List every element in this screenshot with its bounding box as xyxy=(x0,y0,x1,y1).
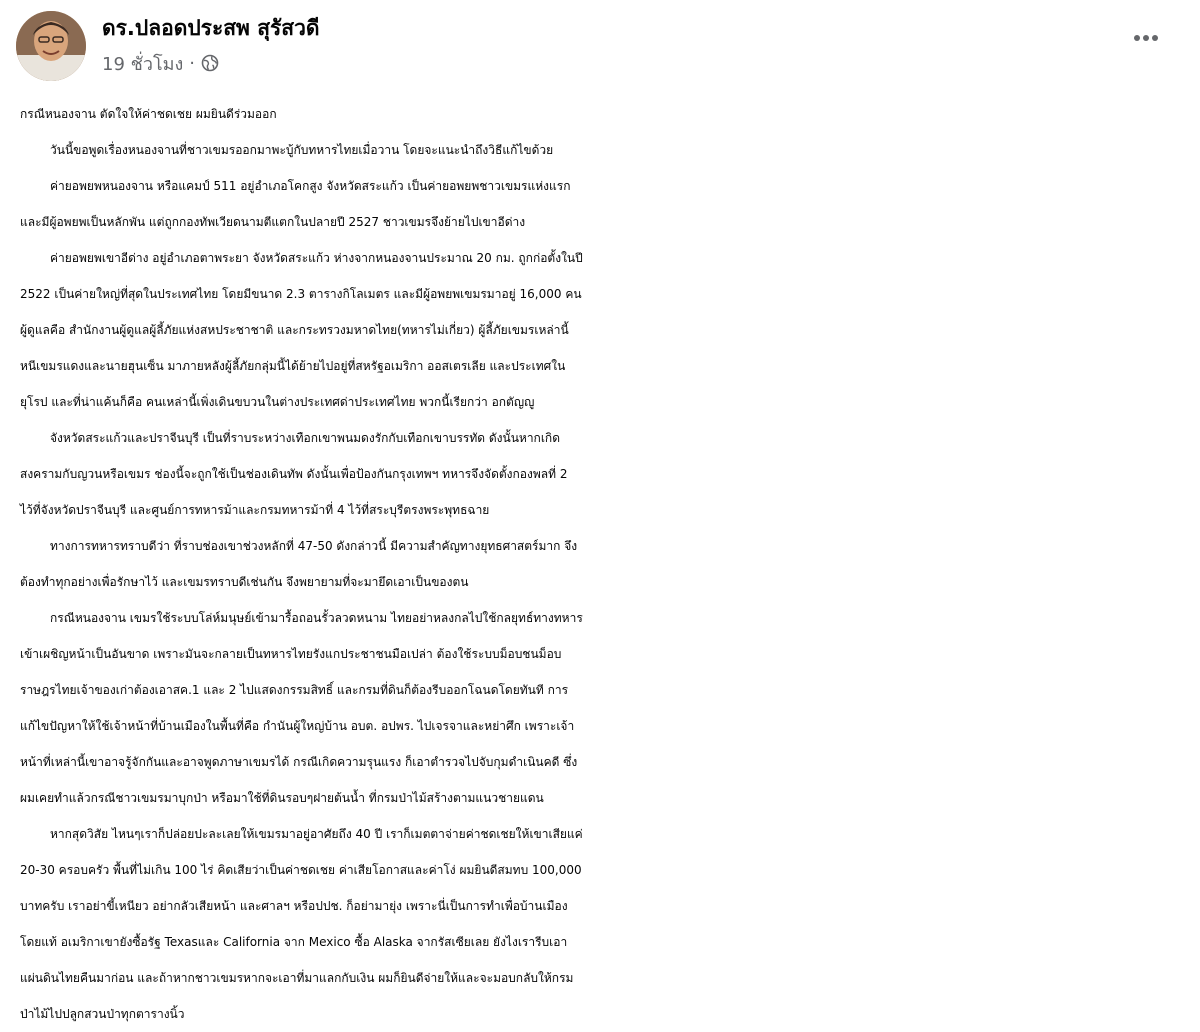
post-text-line: กรณีหนองจาน ตัดใจให้ค่าชดเชย ผมยินดีร่วมออก xyxy=(20,107,277,121)
post-text-line: ไว้ที่จังหวัดปราจีนบุรี และศูนย์การทหารม้าและกรมทหารม้าที่ 4 ไว้ที่สระบุรีตรงพระพุทธฉาย xyxy=(20,503,490,517)
more-options-button[interactable] xyxy=(1126,18,1166,58)
post-text-line: สงครามกับญวนหรือเขมร ช่องนี้จะถูกใช้เป็นช่องเดินทัพ ดังนั้นเพื่อป้องกันกรุงเทพฯ ทหารจึงจัดตั้งกองพลที่ 2 xyxy=(20,467,568,481)
post-text-line: หากสุดวิสัย ไหนๆเราก็ปล่อยปะละเลยให้เขมรมาอยู่อาศัยถึง 40 ปี เราก็เมตตาจ่ายค่าชดเชยให้เขาเสียแค่ xyxy=(50,827,583,841)
post-text-line: ค่ายอพยพหนองจาน หรือแคมป์ 511 อยู่อำเภอโคกสูง จังหวัดสระแก้ว เป็นค่ายอพยพชาวเขมรแห่งแรก xyxy=(50,179,571,193)
post-text-line: แผ่นดินไทยคืนมาก่อน และถ้าหากชาวเขมรหากจะเอาที่มาแลกกับเงิน ผมก็ยินดีจ่ายให้และจะมอบกลับให้กรม xyxy=(20,971,574,985)
author-avatar[interactable] xyxy=(16,11,86,81)
globe-icon[interactable] xyxy=(201,54,219,72)
post-text-line: จังหวัดสระแก้วและปราจีนบุรี เป็นที่ราบระหว่างเทือกเขาพนมดงรักกับเทือกเขาบรรทัด ดังนั้นหากเกิด xyxy=(50,431,560,445)
post-meta xyxy=(102,50,219,76)
post-text-line: ค่ายอพยพเขาอีด่าง อยู่อำเภอตาพระยา จังหวัดสระแก้ว ห่างจากหนองจานประมาณ 20 กม. ถูกก่อตั้งในปี xyxy=(50,251,583,265)
post-text-line: 20-30 ครอบครัว พื้นที่ไม่เกิน 100 ไร่ คิดเสียว่าเป็นค่าชดเชย ค่าเสียโอกาสและค่าโง่ ผมยินดีสมทบ 100,000 xyxy=(20,863,582,877)
post-text-line: กรณีหนองจาน เขมรใช้ระบบโล่ห์มนุษย์เข้ามารื้อถอนรั้วลวดหนาม ไทยอย่าหลงกลไปใช้กลยุทธ์ทางทหาร xyxy=(50,611,583,625)
post-text-line: ผู้ดูแลคือ สำนักงานผู้ดูแลผู้ลี้ภัยแห่งสหประชาชาติ และกระทรวงมหาดไทย(ทหารไม่เกี่ยว) ผู้ลี้ภัยเขมรเหล่านี้ xyxy=(20,323,569,337)
post-text-line: หนีเขมรแดงและนายฮุนเซ็น มาภายหลังผู้ลี้ภัยกลุ่มนี้ได้ย้ายไปอยู่ที่สหรัฐอเมริกา ออสเตรเลีย และประเทศใน xyxy=(20,359,566,373)
post-text-line: ยุโรป และที่น่าแค้นก็คือ คนเหล่านี้เพิ่งเดินขบวนในต่างประเทศด่าประเทศไทย พวกนี้เรียกว่า อกตัญญู xyxy=(20,395,535,409)
post-text-line: ราษฎรไทยเจ้าของเก่าต้องเอาสค.1 และ 2 ไปแสดงกรรมสิทธิ์ และกรมที่ดินก็ต้องรีบออกโฉนดโดยทันที การ xyxy=(20,683,569,697)
post-header xyxy=(0,0,1200,90)
meta-separator: · xyxy=(189,52,196,74)
post-text-line: แก้ไขปัญหาให้ใช้เจ้าหน้าที่บ้านเมืองในพื้นที่คือ กำนันผู้ใหญ่บ้าน อบต. อปพร. ไปเจรจาและหย่าศึก เพราะเจ้า xyxy=(20,719,575,733)
post-timestamp[interactable]: 19 ชั่วโมง xyxy=(102,53,184,75)
post-text-line: ทางการทหารทราบดีว่า ที่ราบช่องเขาช่วงหลักที่ 47-50 ดังกล่าวนี้ มีความสำคัญทางยุทธศาสตร์มาก จึง xyxy=(50,539,578,553)
post-text-line: บาทครับ เราอย่าขี้เหนียว อย่ากลัวเสียหน้า และศาลฯ หรือปปช. ก็อย่ามายุ่ง เพราะนี่เป็นการทำเพื่อบ้านเมือง xyxy=(20,899,568,913)
post-text-line: เข้าเผชิญหน้าเป็นอันขาด เพราะมันจะกลายเป็นทหารไทยรังแกประชาชนมือเปล่า ต้องใช้ระบบม็อบชนม็อบ xyxy=(20,647,562,661)
post-text-line: ผมเคยทำแล้วกรณีชาวเขมรมาบุกป่า หรือมาใช้ที่ดินรอบๆฝายต้นน้ำ ที่กรมป่าไม้สร้างตามแนวชายแดน xyxy=(20,791,544,805)
avatar-portrait xyxy=(16,11,86,81)
post-text-line: หน้าที่เหล่านี้เขาอาจรู้จักกันและอาจพูดภาษาเขมรได้ กรณีเกิดความรุนแรง ก็เอาตำรวจไปจับกุมดำเนินคดี ซึ่ง xyxy=(20,755,578,769)
more-horizontal-icon xyxy=(1133,34,1159,42)
post-text-line: 2522 เป็นค่ายใหญ่ที่สุดในประเทศไทย โดยมีขนาด 2.3 ตารางกิโลเมตร และมีผู้อพยพเขมรมาอยู่ 16,000 คน xyxy=(20,287,582,301)
author-name[interactable]: ดร.ปลอดประสพ สุรัสวดี xyxy=(102,16,320,40)
post-text-line: ป่าไม้ไปปลูกสวนป่าทุกตารางนิ้ว xyxy=(20,1007,185,1021)
post-text-line: โดยแท้ อเมริกาเขายังซื้อรัฐ Texasและ California จาก Mexico ซื้อ Alaska จากรัสเซียเลย ยังไงเรารีบเอา xyxy=(20,935,568,949)
post-text xyxy=(20,96,1188,1032)
post-text-line: วันนี้ขอพูดเรื่องหนองจานที่ชาวเขมรออกมาพะบู้กับทหารไทยเมื่อวาน โดยจะแนะนำถึงวิธีแก้ไขด้วย xyxy=(50,143,554,157)
post-text-line: และมีผู้อพยพเป็นหลักพัน แต่ถูกกองทัพเวียดนามตีแตกในปลายปี 2527 ชาวเขมรจึงย้ายไปเขาอีด่าง xyxy=(20,215,526,229)
post-text-line: ต้องทำทุกอย่างเพื่อรักษาไว้ และเขมรทราบดีเช่นกัน จึงพยายามที่จะมายึดเอาเป็นของตน xyxy=(20,575,469,589)
